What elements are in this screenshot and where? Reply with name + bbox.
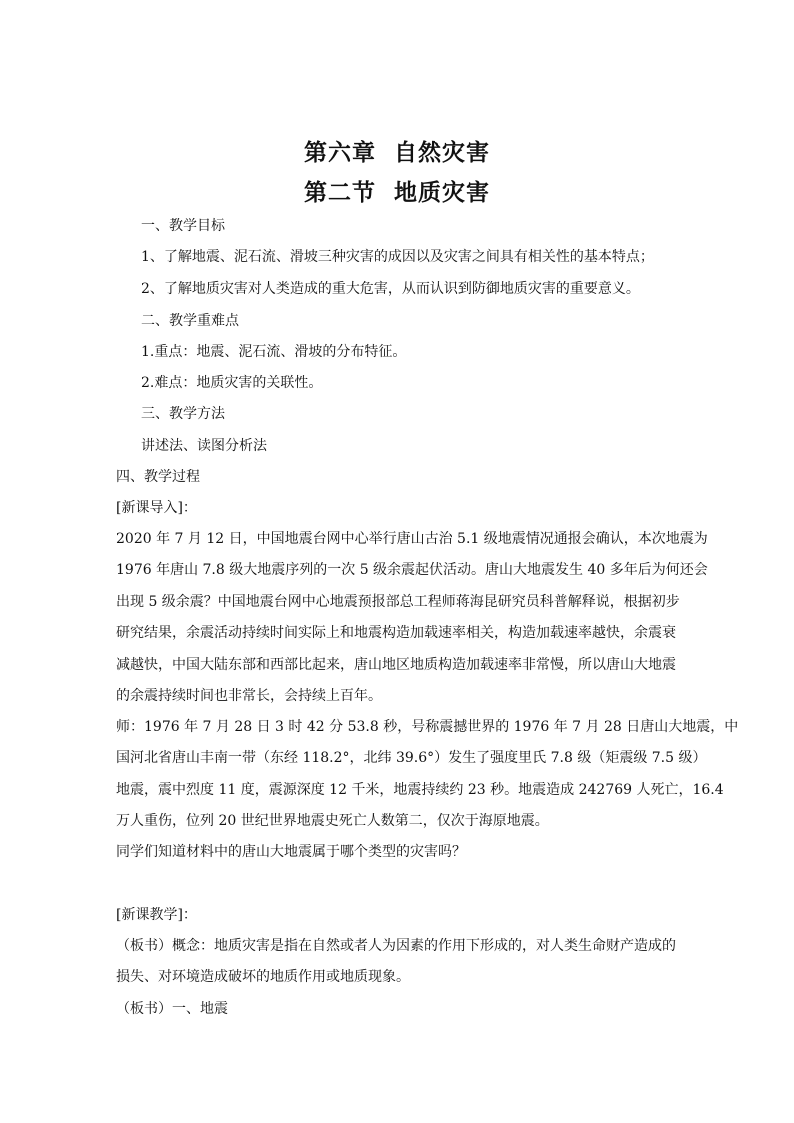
goal-1: 1、了解地震、泥石流、滑坡三种灾害的成因以及灾害之间具有相关性的基本特点；: [141, 249, 654, 265]
intro-label: [新课导入]：: [116, 500, 197, 516]
key-heading: 二、教学重难点: [141, 313, 239, 329]
method-heading: 三、教学方法: [141, 406, 225, 422]
question-line: 同学们知道材料中的唐山大地震属于哪个类型的灾害吗？: [116, 844, 466, 860]
key-point-2: 2.难点：地质灾害的关联性。: [141, 375, 323, 391]
concept-line: 损失、对环境造成破坏的地质作用或地质现象。: [116, 969, 410, 985]
intro-line: 减越快，中国大陆东部和西部比起来，唐山地区地质构造加载速率非常慢，所以唐山大地震: [116, 657, 676, 673]
goal-2: 2、了解地质灾害对人类造成的重大危害，从而认识到防御地质灾害的重要意义。: [141, 281, 640, 297]
intro-line: 2020 年 7 月 12 日，中国地震台网中心举行唐山古治 5.1 级地震情况通报会确认，本次地震为: [116, 531, 708, 547]
intro-line: 的余震持续时间也非常长，会持续上百年。: [116, 688, 382, 704]
teacher-line: 师：1976 年 7 月 28 日 3 时 42 分 53.8 秒，号称震撼世界的 1976 年 7 月 28 日唐山大地震，中: [116, 719, 739, 735]
teacher-line: 万人重伤，位列 20 世纪世界地震史死亡人数第二，仅次于海原地震。: [116, 813, 549, 829]
board-heading: （板书）一、地震: [116, 1001, 228, 1017]
method-text: 讲述法、读图分析法: [141, 438, 267, 454]
concept-line: （板书）概念：地质灾害是指在自然或者人为因素的作用下形成的，对人类生命财产造成的: [116, 938, 676, 954]
teacher-line: 国河北省唐山丰南一带（东经 118.2°，北纬 39.6°）发生了强度里氏 7.8 级（矩震级 7.5 级）: [116, 750, 707, 766]
key-point-1: 1.重点：地震、泥石流、滑坡的分布特征。: [141, 344, 407, 360]
intro-line: 研究结果，余震活动持续时间实际上和地震构造加载速率相关，构造加载速率越快，余震衰: [116, 625, 676, 641]
new-lesson-label: [新课教学]：: [116, 907, 197, 923]
process-heading: 四、教学过程: [116, 469, 200, 485]
chapter-title: 第六章 自然灾害: [303, 139, 490, 166]
teacher-line: 地震，震中烈度 11 度，震源深度 12 千米，地震持续约 23 秒。地震造成 242769 人死亡，16.4: [116, 782, 724, 798]
goals-heading: 一、教学目标: [141, 218, 225, 234]
section-title: 第二节 地质灾害: [303, 179, 490, 206]
intro-line: 出现 5 级余震？中国地震台网中心地震预报部总工程师蒋海昆研究员科普解释说，根据初步: [116, 594, 680, 610]
intro-line: 1976 年唐山 7.8 级大地震序列的一次 5 级余震起伏活动。唐山大地震发生 40 多年后为何还会: [116, 562, 708, 578]
